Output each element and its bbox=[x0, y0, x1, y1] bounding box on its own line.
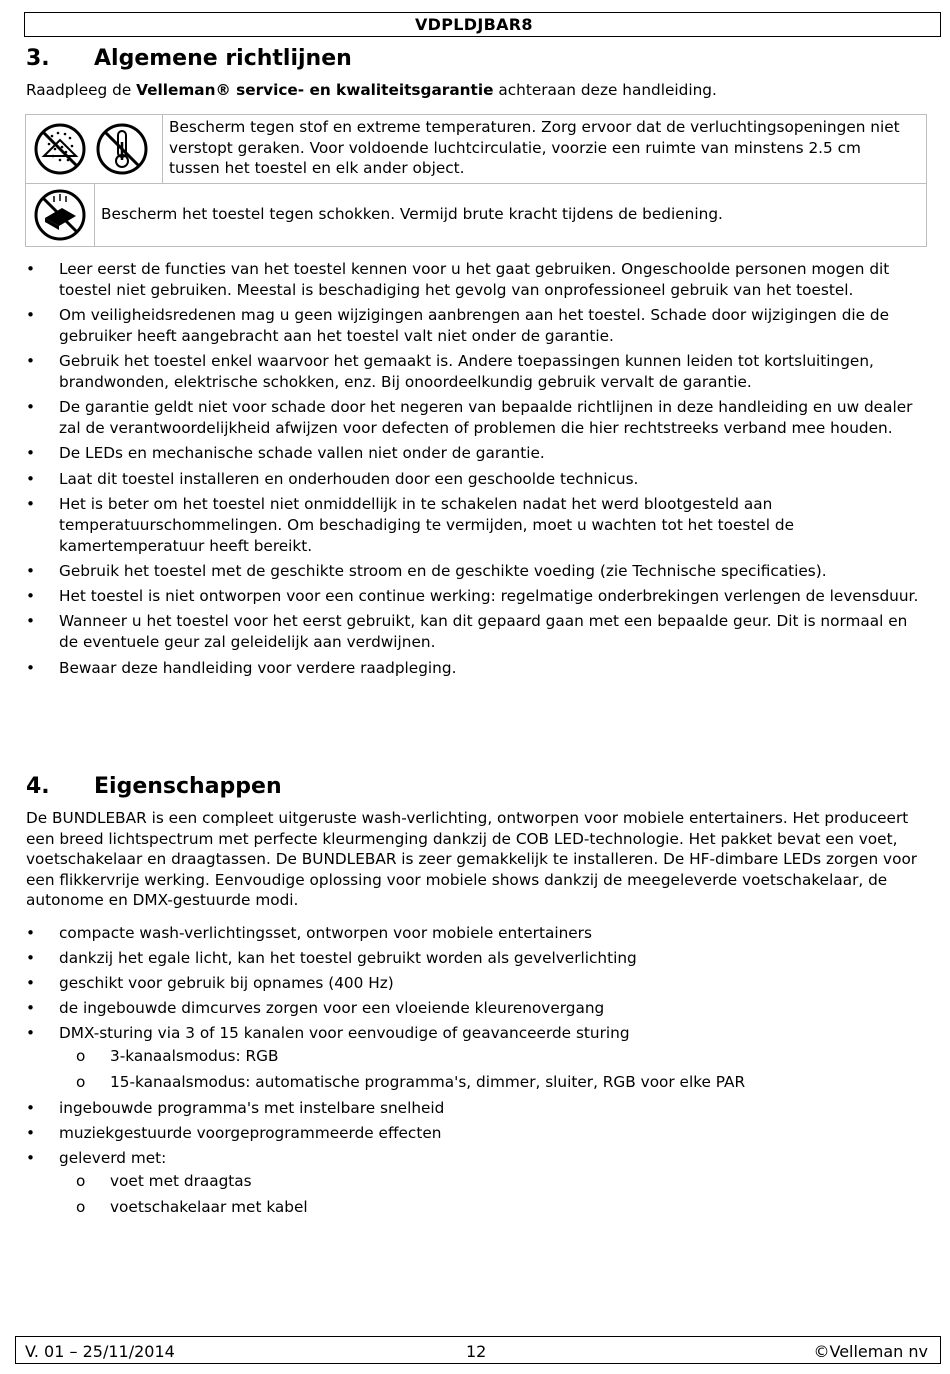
feature-text: DMX-sturing via 3 of 15 kanalen voor eenvoudige of geavanceerde sturing bbox=[59, 1024, 630, 1043]
feature-item bbox=[26, 1098, 926, 1119]
section-4-heading bbox=[26, 774, 282, 799]
feature-item bbox=[26, 1123, 926, 1144]
guideline-item: • De LEDs en mechanische schade vallen niet onder de garantie. bbox=[26, 443, 926, 464]
warning-icon-cell bbox=[26, 184, 95, 247]
warning-text: Bescherm het toestel tegen schokken. Vermijd brute kracht tijdens de bediening. bbox=[101, 205, 723, 223]
feature-subitem: o 15-kanaalsmodus: automatische programma's, dimmer, sluiter, RGB voor elke PAR bbox=[59, 1072, 926, 1093]
dust-icon bbox=[32, 122, 88, 176]
feature-item bbox=[26, 1023, 926, 1092]
guideline-item: • Wanneer u het toestel voor het eerst gebruikt, kan dit gepaard gaan met een bepaalde geur. Dit is normaal en de eventuele geur zal geleidelijk aan verdwijnen. bbox=[26, 611, 926, 653]
section-3-intro bbox=[26, 81, 717, 99]
feature-text: compacte wash-verlichtingsset, ontworpen voor mobiele entertainers bbox=[59, 924, 592, 942]
feature-item bbox=[26, 923, 926, 944]
guideline-item: • Gebruik het toestel met de geschikte stroom en de geschikte voeding (zie Technische specificaties). bbox=[26, 561, 926, 582]
feature-item bbox=[26, 998, 926, 1019]
feature-sublist bbox=[59, 1046, 926, 1093]
feature-subitem: o 3-kanaalsmodus: RGB bbox=[59, 1046, 926, 1067]
guideline-item: • De garantie geldt niet voor schade door het negeren van bepaalde richtlijnen in deze handleiding en uw dealer zal de verantwoordelijkheid afwijzen voor defecten of problemen die hier rechtstreeks verband mee houden. bbox=[26, 397, 926, 439]
feature-text: geleverd met: bbox=[59, 1148, 167, 1167]
footer-version: V. 01 – 25/11/2014 bbox=[25, 1342, 175, 1361]
warning-row bbox=[26, 115, 926, 184]
document-code: VDPLDJBAR8 bbox=[415, 15, 533, 34]
section-title: Eigenschappen bbox=[94, 774, 282, 799]
feature-item bbox=[26, 1148, 926, 1217]
guideline-item: • Om veiligheidsredenen mag u geen wijzigingen aanbrengen aan het toestel. Schade door wijzigingen die de gebruiker heeft aangebracht aan het toestel valt niet onder de garantie. bbox=[26, 305, 926, 347]
feature-subitem: o voetschakelaar met kabel bbox=[59, 1197, 926, 1218]
feature-text: muziekgestuurde voorgeprogrammeerde effecten bbox=[59, 1123, 442, 1142]
guideline-item: • Het toestel is niet ontworpen voor een continue werking: regelmatige onderbrekingen verlengen de levensduur. bbox=[26, 586, 926, 607]
footer bbox=[15, 1336, 941, 1364]
feature-text: de ingebouwde dimcurves zorgen voor een vloeiende kleurenovergang bbox=[59, 999, 605, 1018]
section-number: 4. bbox=[26, 774, 50, 799]
intro-text-end: achteraan deze handleiding. bbox=[493, 81, 717, 99]
feature-item bbox=[26, 973, 926, 994]
feature-text: ingebouwde programma's met instelbare snelheid bbox=[59, 1098, 445, 1117]
guideline-item: • Gebruik het toestel enkel waarvoor het gemaakt is. Andere toepassingen kunnen leiden tot kortsluitingen, brandwonden, elektrische schokken, enz. Bij onoordeelkundig gebruik vervalt de garantie. bbox=[26, 351, 926, 393]
guidelines-list bbox=[26, 259, 926, 683]
warning-table bbox=[25, 114, 927, 247]
features-list bbox=[26, 923, 926, 1222]
feature-item bbox=[26, 948, 926, 969]
shock-icon bbox=[32, 188, 88, 242]
feature-sublist bbox=[59, 1171, 926, 1218]
feature-subitem: o voet met draagtas bbox=[59, 1171, 926, 1192]
section-3-heading bbox=[26, 46, 352, 71]
section-number: 3. bbox=[26, 46, 50, 71]
guideline-item: • Laat dit toestel installeren en onderhouden door een geschoolde technicus. bbox=[26, 469, 926, 490]
intro-text: Raadpleeg de bbox=[26, 81, 137, 99]
temperature-icon bbox=[94, 122, 150, 176]
intro-bold-text: Velleman® service- en kwaliteitsgarantie bbox=[136, 81, 494, 99]
features-paragraph: De BUNDLEBAR is een compleet uitgeruste wash-verlichting, ontworpen voor mobiele entertainers. Het produceert een breed lichtspectrum met perfecte kleurmenging dankzij de COB LED-technologie. Het pakket bevat een voet, voetschakelaar en draagtassen. De BUNDLEBAR is zeer gemakkelijk te installeren. De HF-dimbare LEDs zorgen voor een flikkervrije werking. Eenvoudige oplossing voor mobiele shows dankzij de meegeleverde voetschakelaar, de autonome en DMX-gestuurde modi. bbox=[26, 809, 918, 909]
guideline-item: • Het is beter om het toestel niet onmiddellijk in te schakelen nadat het werd blootgesteld aan temperatuurschommelingen. Om beschadiging te vermijden, moet u wachten tot het toestel de kamertemperatuur heeft bereikt. bbox=[26, 494, 926, 556]
feature-text: dankzij het egale licht, kan het toestel gebruikt worden als gevelverlichting bbox=[59, 949, 637, 968]
warning-text: Bescherm tegen stof en extreme temperaturen. Zorg ervoor dat de verluchtingsopeningen niet verstopt geraken. Voor voldoende luchtcirculatie, voorzie een ruimte van minstens 2.5 cm tussen het toestel en elk ander object. bbox=[169, 118, 900, 177]
footer-copyright: ©Velleman nv bbox=[813, 1342, 928, 1361]
section-title: Algemene richtlijnen bbox=[94, 46, 352, 71]
guideline-item: • Bewaar deze handleiding voor verdere raadpleging. bbox=[26, 658, 926, 679]
guideline-item: • Leer eerst de functies van het toestel kennen voor u het gaat gebruiken. Ongeschoolde personen mogen dit toestel niet gebruiken. Meestal is beschadiging het gevolg van onprofessioneel gebruik van het toestel. bbox=[26, 259, 926, 301]
feature-text: geschikt voor gebruik bij opnames (400 Hz) bbox=[59, 974, 394, 993]
footer-page-number: 12 bbox=[466, 1342, 487, 1361]
warning-icon-cell bbox=[26, 115, 163, 183]
